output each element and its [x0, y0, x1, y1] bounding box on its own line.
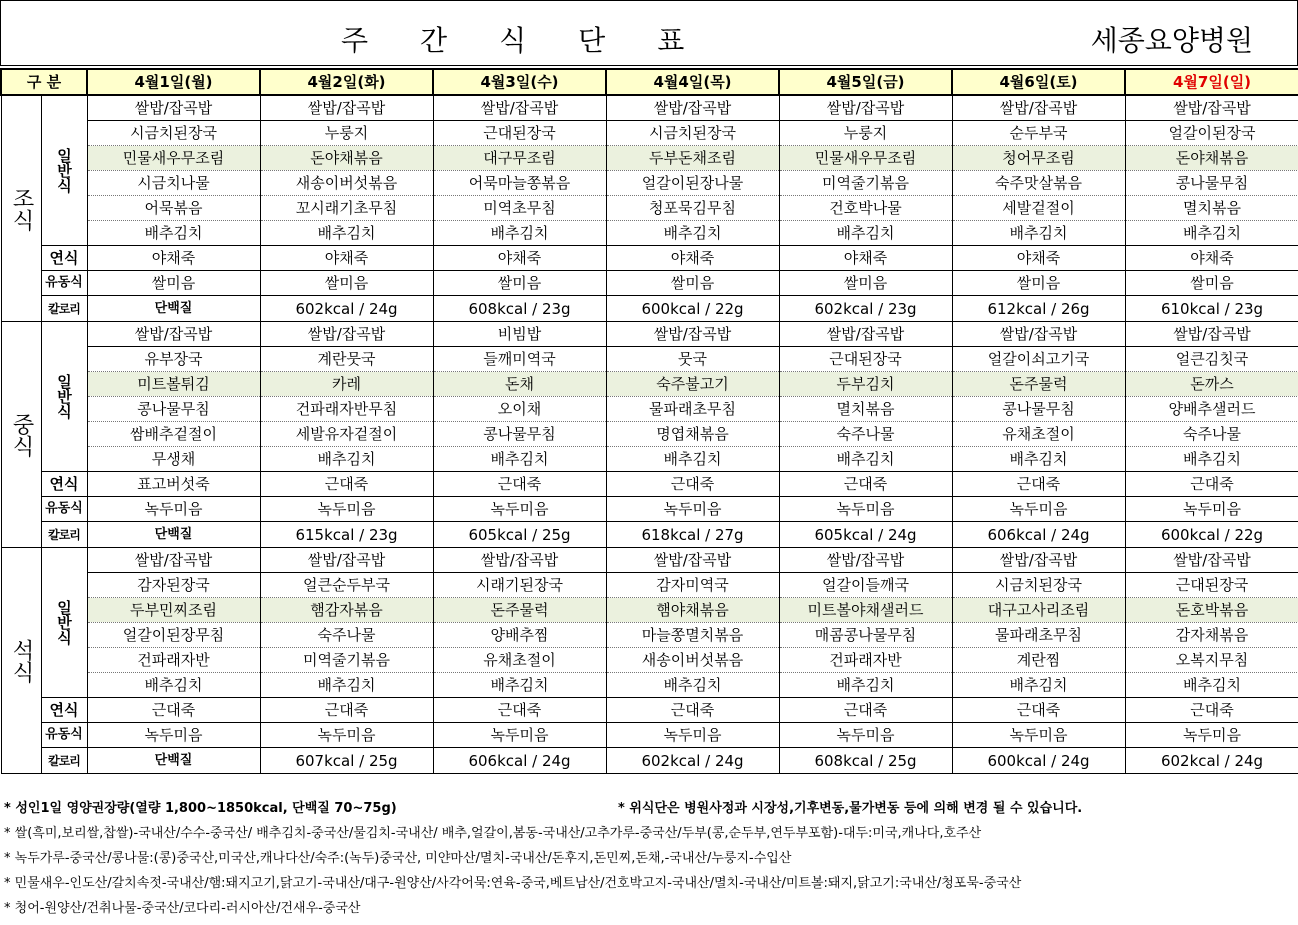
menu-item: 유채초절이 [433, 648, 606, 673]
menu-item: 얼큰순두부국 [260, 573, 433, 598]
menu-item: 숙주나물 [260, 623, 433, 648]
menu-row [1, 648, 1298, 673]
menu-item: 대구고사리조림 [952, 598, 1125, 623]
menu-item: 쌀밥/잡곡밥 [606, 95, 779, 121]
calorie-value: 600kcal / 24g [952, 748, 1125, 774]
liquid-diet-item: 녹두미음 [260, 497, 433, 522]
menu-item: 배추김치 [952, 673, 1125, 698]
menu-item: 오이채 [433, 397, 606, 422]
liquid-diet-item: 녹두미음 [952, 497, 1125, 522]
menu-item: 콩나물무침 [1125, 171, 1298, 196]
day-header: 4월5일(금) [779, 69, 952, 95]
menu-row [1, 573, 1298, 598]
liquid-diet-label: 유동식 [41, 497, 87, 522]
soft-diet-item: 야채죽 [87, 246, 260, 271]
menu-item: 유채초절이 [952, 422, 1125, 447]
menu-item: 순두부국 [952, 121, 1125, 146]
note-row [0, 846, 1298, 871]
menu-item: 들깨미역국 [433, 347, 606, 372]
menu-item: 누룽지 [260, 121, 433, 146]
soft-diet-item: 야채죽 [433, 246, 606, 271]
meal-label: 중식 [1, 322, 41, 548]
menu-item: 어묵마늘쫑볶음 [433, 171, 606, 196]
menu-item: 배추김치 [1125, 221, 1298, 246]
origin-note: * 쌀(흑미,보리쌀,찹쌀)-국내산/수수-중국산/ 배추김치-중국산/물김치-국내산/ 배추,얼갈이,봄동-국내산/고추가루-중국산/두부(콩,순두부,연두부포함)-대두:미국,캐나다,호주산 [4, 826, 982, 841]
origin-note: * 청어-원양산/건취나물-중국산/코다리-러시아산/건새우-중국산 [4, 901, 361, 916]
menu-item: 얼큰김칫국 [1125, 347, 1298, 372]
soft-diet-item: 표고버섯죽 [87, 472, 260, 497]
menu-item: 얼갈이된장나물 [606, 171, 779, 196]
menu-item: 돈주물럭 [433, 598, 606, 623]
calorie-value: 608kcal / 25g [779, 748, 952, 774]
menu-item: 쌀밥/잡곡밥 [87, 95, 260, 121]
liquid-diet-item: 녹두미음 [779, 497, 952, 522]
calorie-value: 608kcal / 23g [433, 296, 606, 322]
soft-diet-item: 근대죽 [1125, 698, 1298, 723]
menu-item: 쌀밥/잡곡밥 [779, 95, 952, 121]
menu-item: 민물새우무조림 [87, 146, 260, 171]
menu-item: 배추김치 [606, 447, 779, 472]
menu-item: 시금치된장국 [952, 573, 1125, 598]
menu-item: 건호박나물 [779, 196, 952, 221]
day-header: 4월4일(목) [606, 69, 779, 95]
menu-item: 카레 [260, 372, 433, 397]
menu-item: 얼갈이들깨국 [779, 573, 952, 598]
calorie-value: 602kcal / 24g [260, 296, 433, 322]
menu-item: 감자미역국 [606, 573, 779, 598]
general-diet-label: 일반식 [41, 95, 87, 246]
menu-item: 꼬시래기초무침 [260, 196, 433, 221]
soft-diet-item: 야채죽 [260, 246, 433, 271]
menu-item: 콩나물무침 [433, 422, 606, 447]
soft-diet-item: 야채죽 [952, 246, 1125, 271]
soft-diet-label: 연식 [41, 472, 87, 497]
menu-item: 양배추샐러드 [1125, 397, 1298, 422]
menu-item: 양배추찜 [433, 623, 606, 648]
menu-item: 쌀밥/잡곡밥 [433, 548, 606, 573]
menu-item: 감자채볶음 [1125, 623, 1298, 648]
menu-item: 쌀밥/잡곡밥 [952, 95, 1125, 121]
menu-item: 쌀밥/잡곡밥 [606, 322, 779, 347]
menu-item: 쌀밥/잡곡밥 [952, 548, 1125, 573]
menu-row [1, 322, 1298, 347]
soft-row [1, 698, 1298, 723]
menu-item: 배추김치 [779, 673, 952, 698]
menu-item: 배추김치 [606, 221, 779, 246]
origin-note: * 민물새우-인도산/갈치속젓-국내산/햄:돼지고기,닭고기-국내산/대구-원양산/사각어묵:연육-중국,베트남산/건호박고지-국내산/멸치-국내산/미트볼:돼지,닭고기:국내산/청포묵-중국산 [4, 876, 1022, 891]
menu-item: 쌀밥/잡곡밥 [1125, 322, 1298, 347]
menu-item: 물파래초무침 [952, 623, 1125, 648]
calorie-value: 605kcal / 25g [433, 522, 606, 548]
menu-item: 세발유자겉절이 [260, 422, 433, 447]
menu-row [1, 146, 1298, 171]
soft-diet-item: 야채죽 [779, 246, 952, 271]
soft-diet-item: 근대죽 [952, 698, 1125, 723]
menu-item: 쌀밥/잡곡밥 [606, 548, 779, 573]
menu-item: 시래기된장국 [433, 573, 606, 598]
note-row [0, 821, 1298, 846]
calorie-value: 606kcal / 24g [952, 522, 1125, 548]
menu-item: 건파래자반무침 [260, 397, 433, 422]
menu-item: 배추김치 [433, 673, 606, 698]
menu-row [1, 95, 1298, 121]
menu-item: 오복지무침 [1125, 648, 1298, 673]
menu-item: 배추김치 [433, 221, 606, 246]
note-row [0, 796, 1298, 821]
menu-item: 명엽채볶음 [606, 422, 779, 447]
soft-diet-label: 연식 [41, 246, 87, 271]
menu-item: 얼갈이쇠고기국 [952, 347, 1125, 372]
menu-item: 쌀밥/잡곡밥 [952, 322, 1125, 347]
calorie-value: 618kcal / 27g [606, 522, 779, 548]
soft-diet-item: 근대죽 [433, 698, 606, 723]
day-header: 4월3일(수) [433, 69, 606, 95]
calorie-value: 606kcal / 24g [433, 748, 606, 774]
menu-table [0, 68, 1298, 774]
menu-item: 숙주불고기 [606, 372, 779, 397]
menu-item: 배추김치 [260, 673, 433, 698]
menu-item: 건파래자반 [87, 648, 260, 673]
liquid-diet-item: 녹두미음 [1125, 723, 1298, 748]
soft-row [1, 472, 1298, 497]
calorie-value: 605kcal / 24g [779, 522, 952, 548]
menu-item: 새송이버섯볶음 [606, 648, 779, 673]
page-title: 주간식단표 [341, 24, 737, 57]
menu-item: 쌀밥/잡곡밥 [87, 322, 260, 347]
notes-section [0, 796, 1298, 921]
liquid-row [1, 723, 1298, 748]
menu-item: 미트볼튀김 [87, 372, 260, 397]
protein-label: 단백질 [87, 296, 260, 322]
menu-item: 청포묵김무침 [606, 196, 779, 221]
hospital-name: 세종요양병원 [1090, 24, 1253, 57]
menu-item: 돈야채볶음 [260, 146, 433, 171]
calorie-label: 칼로리 [41, 748, 87, 774]
menu-item: 두부민찌조림 [87, 598, 260, 623]
calorie-value: 600kcal / 22g [1125, 522, 1298, 548]
menu-row [1, 598, 1298, 623]
header-row [1, 69, 1298, 95]
soft-diet-item: 야채죽 [1125, 246, 1298, 271]
liquid-row [1, 271, 1298, 296]
menu-item: 멸치볶음 [1125, 196, 1298, 221]
liquid-diet-item: 쌀미음 [1125, 271, 1298, 296]
liquid-row [1, 497, 1298, 522]
menu-item: 미역줄기볶음 [779, 171, 952, 196]
menu-item: 미역초무침 [433, 196, 606, 221]
menu-item: 쌈배추겉절이 [87, 422, 260, 447]
meal-label: 조식 [1, 95, 41, 322]
liquid-diet-item: 쌀미음 [779, 271, 952, 296]
menu-row [1, 372, 1298, 397]
calorie-value: 602kcal / 24g [606, 748, 779, 774]
menu-item: 햄감자볶음 [260, 598, 433, 623]
soft-diet-item: 근대죽 [260, 698, 433, 723]
menu-item: 누룽지 [779, 121, 952, 146]
liquid-diet-item: 녹두미음 [779, 723, 952, 748]
liquid-diet-item: 녹두미음 [952, 723, 1125, 748]
meal-label: 석식 [1, 548, 41, 774]
menu-item: 쌀밥/잡곡밥 [779, 548, 952, 573]
calorie-label: 칼로리 [41, 522, 87, 548]
menu-row [1, 548, 1298, 573]
liquid-diet-item: 녹두미음 [433, 723, 606, 748]
menu-item: 근대된장국 [433, 121, 606, 146]
soft-diet-item: 근대죽 [433, 472, 606, 497]
menu-item: 마늘쫑멸치볶음 [606, 623, 779, 648]
menu-item: 배추김치 [1125, 447, 1298, 472]
menu-item: 비빔밥 [433, 322, 606, 347]
menu-item: 배추김치 [87, 221, 260, 246]
day-header: 4월6일(토) [952, 69, 1125, 95]
menu-item: 시금치나물 [87, 171, 260, 196]
menu-row [1, 121, 1298, 146]
menu-item: 햄야채볶음 [606, 598, 779, 623]
menu-item: 시금치된장국 [87, 121, 260, 146]
liquid-diet-item: 쌀미음 [87, 271, 260, 296]
menu-item: 숙주맛살볶음 [952, 171, 1125, 196]
protein-label: 단백질 [87, 748, 260, 774]
soft-diet-item: 근대죽 [87, 698, 260, 723]
menu-item: 배추김치 [260, 447, 433, 472]
soft-row [1, 246, 1298, 271]
menu-item: 숙주나물 [779, 422, 952, 447]
soft-diet-item: 근대죽 [952, 472, 1125, 497]
calorie-label: 칼로리 [41, 296, 87, 322]
menu-item: 무생채 [87, 447, 260, 472]
day-header: 4월1일(월) [87, 69, 260, 95]
liquid-diet-label: 유동식 [41, 271, 87, 296]
menu-item: 쌀밥/잡곡밥 [260, 548, 433, 573]
note-row [0, 871, 1298, 896]
calorie-value: 602kcal / 23g [779, 296, 952, 322]
menu-item: 얼갈이된장국 [1125, 121, 1298, 146]
menu-item: 배추김치 [779, 221, 952, 246]
menu-row [1, 673, 1298, 698]
soft-diet-item: 근대죽 [606, 472, 779, 497]
menu-item: 쌀밥/잡곡밥 [779, 322, 952, 347]
liquid-diet-item: 쌀미음 [606, 271, 779, 296]
menu-item: 콩나물무침 [952, 397, 1125, 422]
menu-item: 미트볼야채샐러드 [779, 598, 952, 623]
category-header: 구 분 [1, 69, 87, 95]
general-diet-label: 일반식 [41, 322, 87, 472]
calorie-value: 600kcal / 22g [606, 296, 779, 322]
menu-item: 시금치된장국 [606, 121, 779, 146]
menu-item: 건파래자반 [779, 648, 952, 673]
calorie-value: 607kcal / 25g [260, 748, 433, 774]
calorie-value: 612kcal / 26g [952, 296, 1125, 322]
liquid-diet-item: 녹두미음 [87, 723, 260, 748]
note-row [0, 896, 1298, 921]
liquid-diet-item: 녹두미음 [606, 497, 779, 522]
menu-row [1, 623, 1298, 648]
menu-item: 민물새우무조림 [779, 146, 952, 171]
liquid-diet-item: 녹두미음 [87, 497, 260, 522]
soft-diet-item: 근대죽 [779, 698, 952, 723]
menu-item: 쌀밥/잡곡밥 [1125, 548, 1298, 573]
day-header-sunday: 4월7일(일) [1125, 69, 1298, 95]
nutrition-standard-note: * 성인1일 영양권장량(열량 1,800~1850kcal, 단백질 70~75g) [4, 801, 397, 816]
menu-item: 뭇국 [606, 347, 779, 372]
menu-item: 돈주물럭 [952, 372, 1125, 397]
liquid-diet-item: 쌀미음 [433, 271, 606, 296]
origin-note: * 녹두가루-중국산/콩나물:(콩)중국산,미국산,캐나다산/숙주:(녹두)중국산, 미얀마산/멸치-국내산/돈후지,돈민찌,돈채,-국내산/누룽지-수입산 [4, 851, 792, 866]
menu-item: 쌀밥/잡곡밥 [87, 548, 260, 573]
menu-row [1, 221, 1298, 246]
menu-row [1, 447, 1298, 472]
calorie-value: 610kcal / 23g [1125, 296, 1298, 322]
soft-diet-label: 연식 [41, 698, 87, 723]
menu-item: 배추김치 [260, 221, 433, 246]
menu-item: 배추김치 [87, 673, 260, 698]
liquid-diet-item: 녹두미음 [606, 723, 779, 748]
menu-item: 배추김치 [952, 221, 1125, 246]
soft-diet-item: 근대죽 [606, 698, 779, 723]
menu-item: 배추김치 [606, 673, 779, 698]
soft-diet-item: 야채죽 [606, 246, 779, 271]
menu-item: 두부김치 [779, 372, 952, 397]
calorie-value: 602kcal / 24g [1125, 748, 1298, 774]
menu-item: 배추김치 [433, 447, 606, 472]
menu-item: 어묵볶음 [87, 196, 260, 221]
liquid-diet-label: 유동식 [41, 723, 87, 748]
general-diet-label: 일반식 [41, 548, 87, 698]
soft-diet-item: 근대죽 [260, 472, 433, 497]
menu-item: 새송이버섯볶음 [260, 171, 433, 196]
day-header: 4월2일(화) [260, 69, 433, 95]
menu-item: 돈야채볶음 [1125, 146, 1298, 171]
menu-item: 감자된장국 [87, 573, 260, 598]
menu-item: 배추김치 [952, 447, 1125, 472]
menu-item: 쌀밥/잡곡밥 [260, 322, 433, 347]
soft-diet-item: 근대죽 [1125, 472, 1298, 497]
menu-item: 유부장국 [87, 347, 260, 372]
menu-item: 미역줄기볶음 [260, 648, 433, 673]
liquid-diet-item: 녹두미음 [260, 723, 433, 748]
calorie-row [1, 522, 1298, 548]
menu-item: 매콤콩나물무침 [779, 623, 952, 648]
menu-row [1, 347, 1298, 372]
menu-item: 돈채 [433, 372, 606, 397]
menu-row [1, 397, 1298, 422]
menu-item: 숙주나물 [1125, 422, 1298, 447]
soft-diet-item: 근대죽 [779, 472, 952, 497]
menu-item: 대구무조림 [433, 146, 606, 171]
menu-change-note: * 위식단은 병원사정과 시장성,기후변동,물가변동 등에 의해 변경 될 수 있습니다. [618, 801, 1083, 816]
menu-item: 돈호박볶음 [1125, 598, 1298, 623]
menu-item: 멸치볶음 [779, 397, 952, 422]
menu-item: 콩나물무침 [87, 397, 260, 422]
menu-row [1, 171, 1298, 196]
menu-item: 돈까스 [1125, 372, 1298, 397]
menu-item: 계란찜 [952, 648, 1125, 673]
menu-item: 배추김치 [779, 447, 952, 472]
calorie-row [1, 296, 1298, 322]
menu-item: 근대된장국 [1125, 573, 1298, 598]
title-bar [0, 0, 1298, 66]
calorie-value: 615kcal / 23g [260, 522, 433, 548]
liquid-diet-item: 녹두미음 [1125, 497, 1298, 522]
menu-item: 두부돈채조림 [606, 146, 779, 171]
menu-item: 세발겉절이 [952, 196, 1125, 221]
menu-item: 쌀밥/잡곡밥 [433, 95, 606, 121]
menu-item: 배추김치 [1125, 673, 1298, 698]
liquid-diet-item: 녹두미음 [433, 497, 606, 522]
menu-item: 쌀밥/잡곡밥 [260, 95, 433, 121]
menu-item: 얼갈이된장무침 [87, 623, 260, 648]
liquid-diet-item: 쌀미음 [952, 271, 1125, 296]
menu-item: 근대된장국 [779, 347, 952, 372]
calorie-row [1, 748, 1298, 774]
menu-row [1, 422, 1298, 447]
protein-label: 단백질 [87, 522, 260, 548]
menu-row [1, 196, 1298, 221]
menu-item: 물파래초무침 [606, 397, 779, 422]
menu-item: 청어무조림 [952, 146, 1125, 171]
liquid-diet-item: 쌀미음 [260, 271, 433, 296]
menu-item: 계란뭇국 [260, 347, 433, 372]
menu-item: 쌀밥/잡곡밥 [1125, 95, 1298, 121]
